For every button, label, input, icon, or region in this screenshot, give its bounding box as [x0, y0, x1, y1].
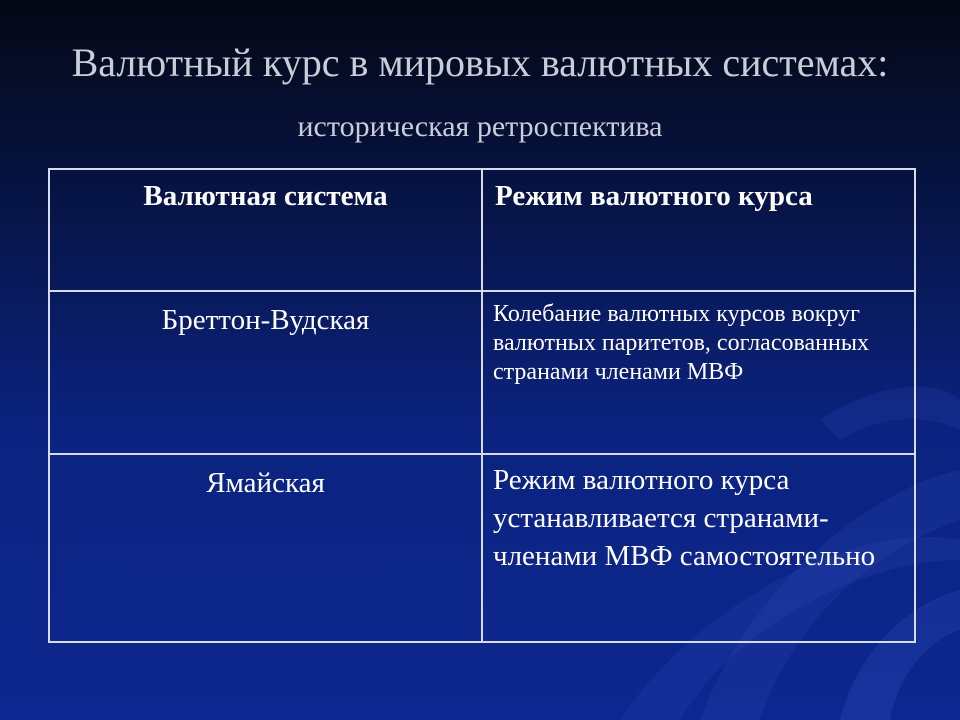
- header-currency-system: Валютная система: [49, 169, 482, 291]
- header-exchange-regime: Режим валютного курса: [482, 169, 915, 291]
- slide-title: Валютный курс в мировых валютных системах:: [71, 40, 889, 85]
- currency-systems-table: [48, 168, 916, 643]
- table-row: [49, 454, 915, 642]
- cell-system-jamaican: Ямайская: [49, 454, 482, 642]
- cell-regime-jamaican: Режим валютного курса устанавливается странами-членами МВФ самостоятельно: [482, 454, 915, 642]
- cell-regime-bretton-woods: Колебание валютных курсов вокруг валютных паритетов, согласованных странами членами МВФ: [482, 291, 915, 454]
- table-header-row: [49, 169, 915, 291]
- table-row: [49, 291, 915, 454]
- cell-system-bretton-woods: Бреттон-Вудская: [49, 291, 482, 454]
- slide-subtitle: историческая ретроспектива: [297, 110, 663, 143]
